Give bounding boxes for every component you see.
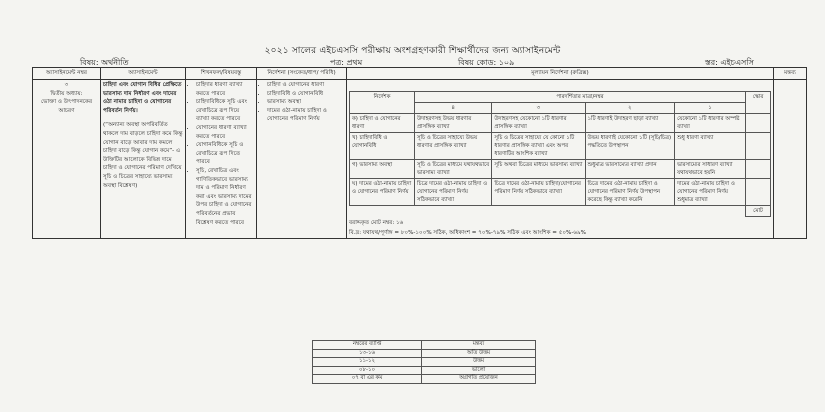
- rubric-cell: সূচি ও চিত্রের মাধ্যমে যথাযথভাবে ভারসাম্য ব্যাখ্যা: [415, 160, 492, 179]
- rubric-cell: চিত্রে দামের ওঠা-নামায় চাহিদা ও যোগানের পরিমাণ নির্ণয় সঠিকভাবে ব্যাখ্যা: [415, 179, 492, 206]
- rubric-cell: ভারসাম্যের সাধারণ ব্যাখ্যা যথাযথভাবে হয়নি: [675, 160, 746, 179]
- subject-code-label: বিষয় কোড: ১০৯: [458, 58, 515, 67]
- assignment-cell: [101, 80, 186, 239]
- grade-header-remark: মন্তব্য: [422, 341, 536, 350]
- rubric-row: [350, 179, 771, 206]
- total-marks-note: বরাদ্দকৃত মোট নম্বর: ১৬: [349, 220, 404, 226]
- rubric-score-cell: [746, 133, 771, 160]
- remarks-cell: [774, 80, 807, 239]
- rubric-row: [350, 133, 771, 160]
- rubric-level-2: ২: [585, 103, 675, 114]
- rubric-cell: সূচি ও চিত্রের সাহায্যে যে কোনো ১টি ধারণার প্রাসঙ্গিক ব্যাখ্যা এবং অপর ধারণাটির আংশিক ব্যাখ্যা: [492, 133, 585, 160]
- rubric-score-cell: [746, 160, 771, 179]
- rubric-cell: উদাহরণসহ যেকোনো ১টি ধারণার প্রাসঙ্গিক ব্যাখ্যা: [492, 114, 585, 133]
- evaluation-footnote: বি.দ্র: যথাযথ/পূর্ণাঙ্গ = ৮০%-১০০% সঠিক, অধিকাংশ = ৭০%-৭৯% সঠিক এবং আংশিক = ৫০%-৬৯%: [349, 230, 586, 236]
- rubric-row: [350, 160, 771, 179]
- rubric-cell: শুধুমাত্র ভারসাম্যের ব্যাখ্যা প্রদান: [585, 160, 675, 179]
- grade-remark: উত্তম: [422, 358, 536, 367]
- subject-label: বিষয়: অর্থনীতি: [80, 58, 129, 67]
- rubric-score-cell: [746, 114, 771, 133]
- grade-row: [313, 349, 536, 358]
- rubric-cell: সূচি অথবা চিত্রের মাধ্যমে ভারসাম্য ব্যাখ্যা: [492, 160, 585, 179]
- instruction-cell: [257, 80, 347, 239]
- evaluation-cell: [347, 80, 774, 239]
- learning-item: • চাহিদার ধারণা ব্যাখ্যা করতে পারবে: [196, 81, 254, 98]
- grade-table: [312, 340, 536, 384]
- rubric-table: [349, 91, 771, 217]
- page-title: ২০২১ সালের এইচএসসি পরীক্ষায় অংশগ্রহণকারী শিক্ষার্থীদের জন্য অ্যাসাইনমেন্ট: [264, 46, 561, 56]
- rubric-cell: শুধু ধারণা ব্যাখ্যা: [675, 133, 746, 160]
- grade-row: [313, 375, 536, 384]
- rubric-cell: উদাহরণসহ উভয় ধারণার প্রাসঙ্গিক ব্যাখ্যা: [415, 114, 492, 133]
- grade-remark: অগ্রগতি প্রয়োজন: [422, 375, 536, 384]
- rubric-cell: সূচি ও চিত্রের সাহায্যে উভয় ধারণার প্রাসঙ্গিক ব্যাখ্যা: [415, 133, 492, 160]
- rubric-cell: ১টি ধারণাই উদাহরণ ছাড়া ব্যাখ্যা: [585, 114, 675, 133]
- assignment-number-cell: [33, 80, 101, 239]
- learning-item: • চাহিদাবিধিকে সূচি এবং রেখাচিত্রে রূপ দিয়ে ব্যাখ্যা করতে পারবে: [196, 98, 254, 124]
- assignment-title: চাহিদা এবং যোগান বিধির প্রেক্ষিতে ভারসাম্য দাম নির্ধারণ এবং দামের ওঠা নামার চাহিদা ও যোগানের পরিবর্তন নির্ণয়।: [103, 82, 182, 114]
- grade-remark: অতি উত্তম: [422, 349, 536, 358]
- chapter-label: দ্বিতীয় অধ্যায়:: [50, 90, 83, 97]
- rubric-cell: চিত্রে দামের ওঠা-নামায় চাহিদা ও যোগানের পরিমাণ নির্ণয় উপস্থাপন করেছে কিন্তু ব্যাখ্যা করেনি: [585, 179, 675, 206]
- rubric-cell: চিত্রে দামের ওঠা-নামায় চাহিদা/যোগানের পরিমাণ নির্ণয় সঠিকভাবে ব্যাখ্যা: [492, 179, 585, 206]
- paper-label: পত্র: প্রথম: [330, 58, 363, 67]
- rubric-level-3: ৩: [492, 103, 585, 114]
- instruction-item: • চাহিদা ও যোগানের ধারণা: [267, 81, 344, 90]
- rubric-indicator: গ) ভারসাম্য অবস্থা: [350, 160, 415, 179]
- rubric-cell: যেকোনো ১টি ধারণার অস্পষ্ট ব্যাখ্যা: [675, 114, 746, 133]
- instruction-item: • দামের ওঠা-নামায় চাহিদা ও যোগানের পরিমাণ নির্ণয়: [267, 107, 344, 124]
- grade-range: ০৭ বা এর কম: [313, 375, 422, 384]
- level-label: স্তর: এইচএসসি: [705, 58, 754, 67]
- learning-item: • যোগানবিধিকে সূচি ও রেখাচিত্রে রূপ দিতে পারবে: [196, 141, 254, 167]
- assignment-number: ৩: [64, 82, 69, 88]
- chapter-title: ভোক্তা ও উৎপাদনকের আচরণ: [40, 99, 93, 114]
- rubric-score-header: স্কোর: [746, 92, 771, 114]
- rubric-level-4: ৪: [415, 103, 492, 114]
- rubric-row: [350, 114, 771, 133]
- header-remarks: মন্তব্য: [774, 68, 807, 80]
- learning-cell: [186, 80, 257, 239]
- rubric-levels-header: পারদর্শিতার মাত্রা/নম্বর: [415, 92, 746, 103]
- rubric-total-label: মোট: [746, 206, 771, 217]
- learning-item: • যোগানের ধারণা ব্যাখ্যা করতে পারবে: [196, 124, 254, 141]
- header-number: অ্যাসাইনমেন্ট নম্বর: [33, 68, 101, 80]
- rubric-indicator: খ) চাহিদাবিধি ও যোগানবিধি: [350, 133, 415, 160]
- header-learning: শিখনফল/বিষয়বস্তু: [186, 68, 257, 80]
- header-assignment: অ্যাসাইনমেন্ট: [101, 68, 186, 80]
- header-evaluation: মূল্যায়ন নির্দেশনা (রুব্রিক্স): [347, 68, 774, 80]
- instruction-item: • ভারসাম্য অবস্থা: [267, 98, 344, 107]
- rubric-indicator-header: নির্দেশক: [350, 92, 415, 114]
- rubric-cell: দামের ওঠা-নামায় চাহিদা ও যোগানের পরিমাণ নির্ণয় শুধুমাত্র ব্যাখ্যা: [675, 179, 746, 206]
- assignment-quote: (“অন্যান্য অবস্থা অপরিবর্তিত থাকলে দাম বাড়লে চাহিদা কমে কিন্তু যোগান বাড়ে আবার দাম কমলে চাহিদা বাড়ে কিন্তু যোগান কমে”- এ উক্তিটির আলোকে বিভিন্ন দামে চাহিদা ও যোগানের পরিমাণ দেখিয়ে সূচি ও চিত্রের সাহায্যে ভারসাম্য অবস্থা বিশ্লেষণ): [103, 122, 183, 189]
- grade-row: [313, 366, 536, 375]
- grade-range: ১৩-১৬: [313, 349, 422, 358]
- rubric-score-cell: [746, 179, 771, 206]
- grade-remark: ভালো: [422, 366, 536, 375]
- grade-header-range: নম্বরের ব্যাপ্তি: [313, 341, 422, 350]
- instruction-item: • চাহিদাবিধি ও যোগানবিধি: [267, 90, 344, 99]
- header-instruction: নির্দেশনা (সংকেত/ধাপ/ পরিধি): [257, 68, 347, 80]
- rubric-level-1: ১: [675, 103, 746, 114]
- learning-item: • সূচি, রেখাচিত্র এবং গাণিতিকভাবে ভারসাম্য দাম ও পরিমাণ নির্ধারণ করা এবং ভারসাম্য দামের উপর চাহিদা ও যোগানের পরিবর্তনের প্রভাব বিশ্লেষণ করতে পারবে: [196, 167, 254, 227]
- rubric-indicator: ক) চাহিদা ও যোগানের ধারণা: [350, 114, 415, 133]
- grade-range: ০৮-১০: [313, 366, 422, 375]
- grade-row: [313, 358, 536, 367]
- rubric-cell: উভয় ধারণাই যেকোনো ১টি (সূচি/চিত্র) পদ্ধতিতে উপস্থাপন: [585, 133, 675, 160]
- rubric-indicator: ঘ) দামের ওঠা-নামায় চাহিদা ও যোগানের পরিমাণ নির্ণয়: [350, 179, 415, 206]
- assignment-table: [32, 67, 807, 239]
- grade-range: ১১-১২: [313, 358, 422, 367]
